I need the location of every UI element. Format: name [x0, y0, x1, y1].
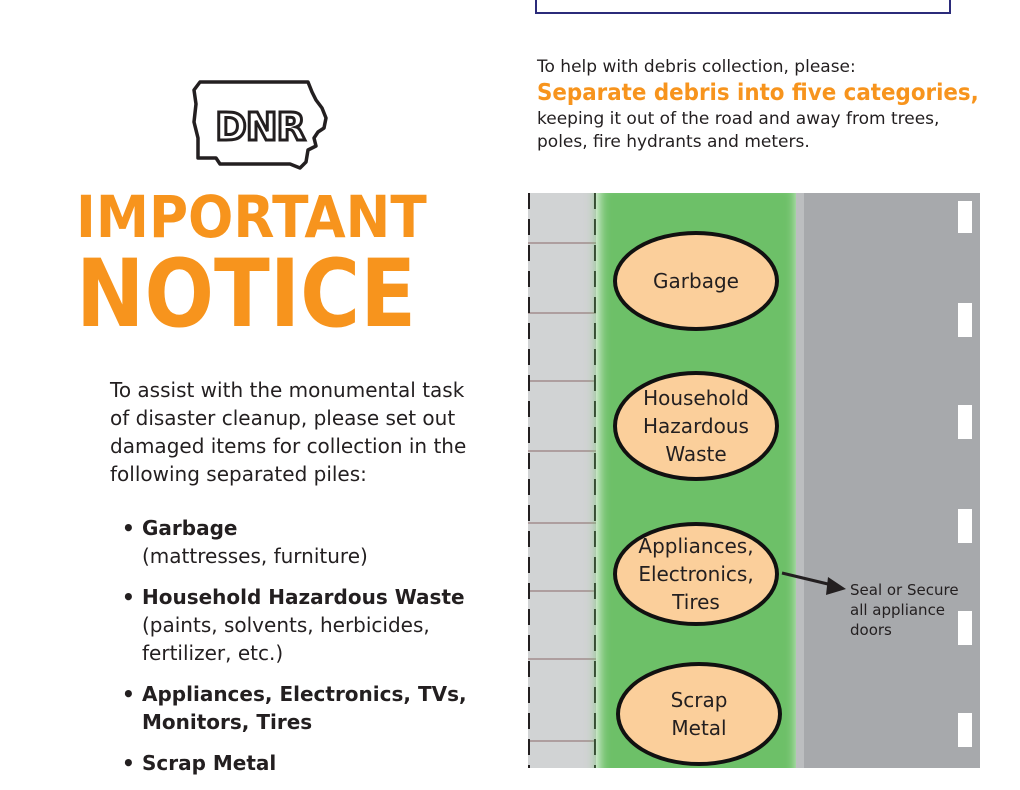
title-line-notice: NOTICE: [76, 240, 417, 349]
help-description: keeping it out of the road and away from trees, poles, fire hydrants and meters.: [537, 109, 940, 152]
intro-paragraph: To assist with the monumental task of disaster cleanup, please set out damaged items for collection in the following separated piles:: [110, 378, 467, 486]
sidewalk: [528, 193, 596, 768]
category-detail: (mattresses, furniture): [142, 544, 368, 568]
list-item: [120, 680, 500, 736]
page-title: [76, 183, 476, 349]
road: [804, 193, 980, 768]
top-box-frame: [535, 0, 951, 14]
logo-text: DNR: [215, 105, 305, 149]
category-list: [120, 514, 500, 790]
pile-household-hazardous-waste: Household Hazardous Waste: [613, 371, 779, 481]
appliance-note: Seal or Secure all appliance doors: [850, 581, 959, 639]
list-item: [120, 583, 500, 667]
help-intro: To help with debris collection, please:: [537, 57, 856, 77]
category-name: • Appliances, Electronics, TVs, Monitors, Tires: [142, 682, 467, 734]
dnr-logo: [190, 78, 335, 174]
list-item: [120, 514, 500, 570]
help-headline: Separate debris into five categories,: [537, 80, 979, 106]
category-name: • Garbage: [142, 516, 238, 540]
list-item: [120, 749, 500, 777]
iowa-state-outline-icon: [190, 78, 335, 170]
pile-appliances-electronics-tires: Appliances, Electronics, Tires: [613, 522, 779, 626]
category-name: • Household Hazardous Waste: [142, 585, 465, 609]
category-detail: (paints, solvents, herbicides, fertilizer, etc.): [142, 613, 430, 665]
category-name: • Scrap Metal: [142, 751, 277, 775]
help-section: [537, 56, 997, 154]
title-line-important: IMPORTANT: [76, 183, 427, 251]
pile-garbage: Garbage: [613, 231, 779, 331]
pile-scrap-metal: Scrap Metal: [616, 662, 782, 766]
curb: [796, 193, 804, 768]
